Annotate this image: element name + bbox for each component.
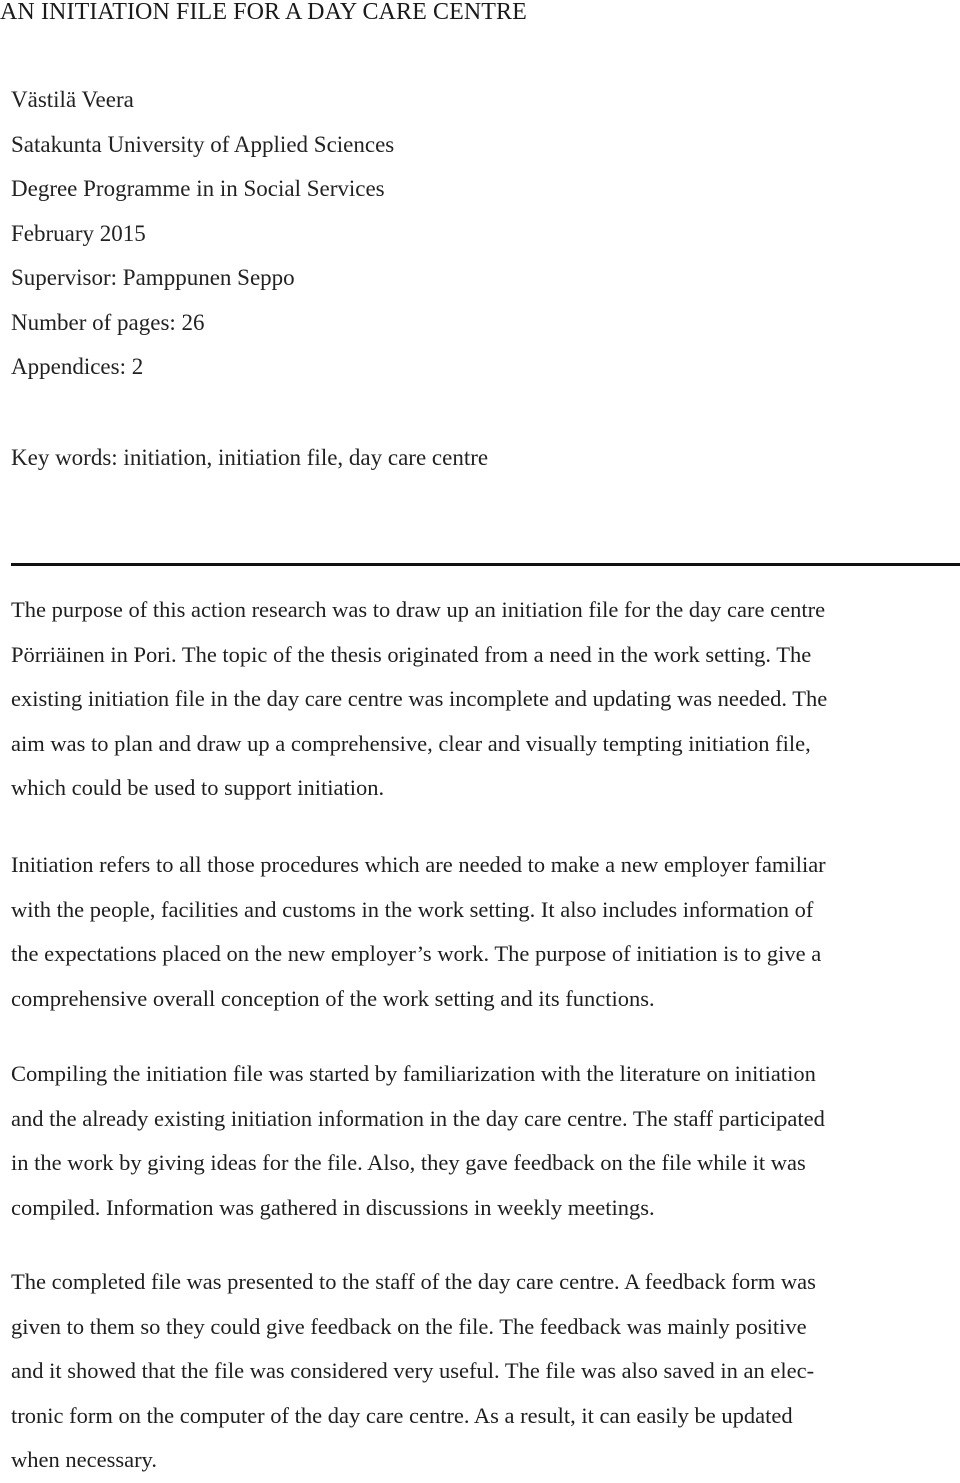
paragraph-line: with the people, facilities and customs in the work setting. It also includes information of xyxy=(11,896,814,922)
paragraph-line: Compiling the initiation file was started by familiarization with the literature on initiation xyxy=(11,1061,816,1086)
paragraph-line: which could be used to support initiation. xyxy=(11,775,385,800)
degree-programme: Degree Programme in in Social Services xyxy=(11,176,385,201)
paragraph-line: The purpose of this action research was to draw up an initiation file for the day care centre xyxy=(11,597,826,622)
author: Västilä Veera xyxy=(11,87,134,112)
date: February 2015 xyxy=(11,221,146,246)
divider xyxy=(11,563,960,566)
document-title: AN INITIATION FILE FOR A DAY CARE CENTRE xyxy=(0,0,527,25)
paragraph-line: in the work by giving ideas for the file. Also, they gave feedback on the file while it was xyxy=(11,1150,806,1175)
paragraph-line: given to them so they could give feedback on the file. The feedback was mainly positive xyxy=(11,1313,807,1339)
paragraph-line: existing initiation file in the day care centre was incomplete and updating was needed. The xyxy=(11,686,828,711)
paragraph-line: The completed file was presented to the staff of the day care centre. A feedback form was xyxy=(11,1269,816,1294)
paragraph-line: aim was to plan and draw up a comprehensive, clear and visually tempting initiation file, xyxy=(11,730,811,756)
paragraph-line: compiled. Information was gathered in discussions in weekly meetings. xyxy=(11,1194,655,1220)
paragraph-line: the expectations placed on the new employer’s work. The purpose of initiation is to give a xyxy=(11,941,822,966)
paragraph-line: Initiation refers to all those procedures which are needed to make a new employer familiar xyxy=(11,852,826,877)
page-count: Number of pages: 26 xyxy=(11,310,205,335)
supervisor: Supervisor: Pamppunen Seppo xyxy=(11,265,295,290)
institution: Satakunta University of Applied Sciences xyxy=(11,132,395,157)
appendices: Appendices: 2 xyxy=(11,354,144,379)
paragraph-line: when necessary. xyxy=(11,1447,157,1472)
paragraph-line: and the already existing initiation information in the day care centre. The staff participated xyxy=(11,1105,825,1131)
paragraph-line: and it showed that the file was considered very useful. The file was also saved in an elec- xyxy=(11,1358,815,1383)
abstract-paragraph-4 xyxy=(11,1260,960,1483)
abstract-paragraph-3 xyxy=(11,1052,960,1230)
keywords: Key words: initiation, initiation file, day care centre xyxy=(11,445,489,470)
abstract-paragraph-1 xyxy=(11,588,960,811)
paragraph-line: comprehensive overall conception of the work setting and its functions. xyxy=(11,985,655,1011)
paragraph-line: Pörriäinen in Pori. The topic of the thesis originated from a need in the work setting. The xyxy=(11,641,812,667)
abstract-paragraph-2 xyxy=(11,843,960,1021)
paragraph-line: tronic form on the computer of the day care centre. As a result, it can easily be updated xyxy=(11,1402,793,1428)
